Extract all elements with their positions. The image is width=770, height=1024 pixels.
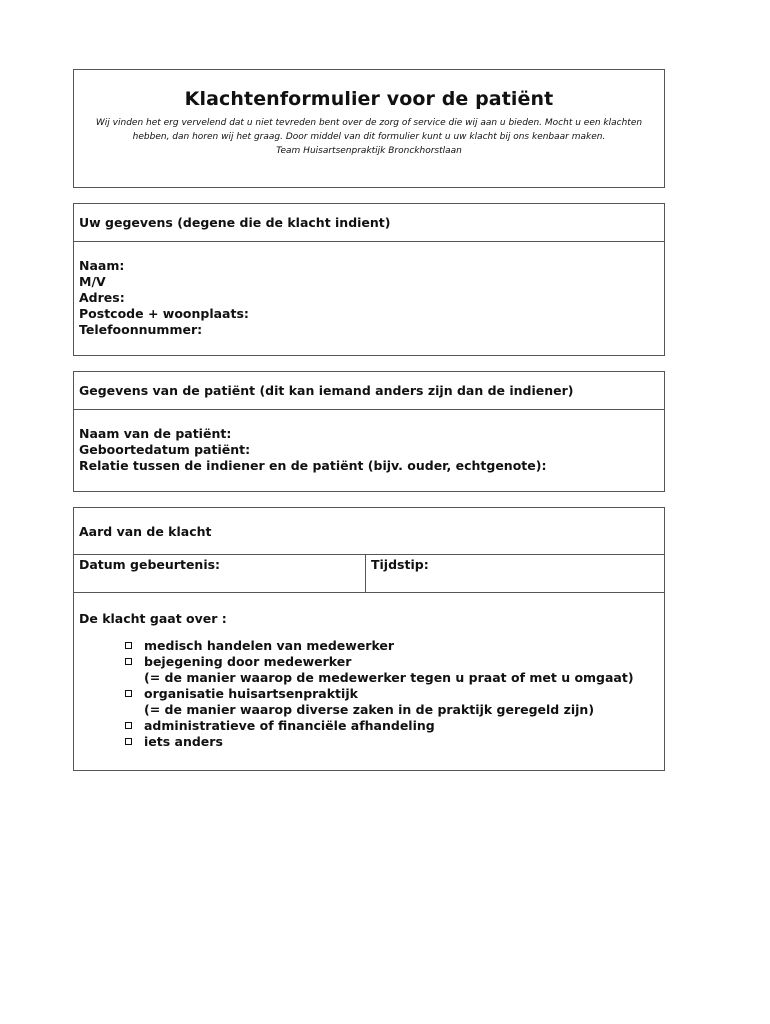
- checkbox-icon[interactable]: [125, 658, 132, 665]
- option-label: bejegening door medewerker: [144, 654, 352, 669]
- option-label: iets anders: [144, 734, 223, 749]
- complaint-section: [73, 507, 665, 771]
- checkbox-icon[interactable]: [125, 722, 132, 729]
- field-postcode-city[interactable]: Postcode + woonplaats:: [79, 306, 249, 321]
- field-phone[interactable]: Telefoonnummer:: [79, 322, 203, 337]
- intro-box: [73, 69, 665, 188]
- field-address[interactable]: Adres:: [79, 290, 125, 305]
- complaint-about-label: De klacht gaat over :: [79, 611, 227, 626]
- patient-fields: [74, 410, 664, 474]
- form-title: Klachtenformulier voor de patiënt: [184, 88, 554, 110]
- field-gender[interactable]: M/V: [79, 274, 106, 289]
- submitter-heading: Uw gegevens (degene die de klacht indient): [74, 204, 664, 242]
- field-patient-name[interactable]: Naam van de patiënt:: [79, 426, 232, 441]
- checkbox-icon[interactable]: [125, 642, 132, 649]
- option-note: (= de manier waarop de medewerker tegen u praat of met u omgaat): [144, 670, 634, 685]
- checkbox-icon[interactable]: [125, 738, 132, 745]
- option-medical[interactable]: [121, 638, 664, 654]
- option-administrative[interactable]: [121, 718, 664, 734]
- field-relation[interactable]: Relatie tussen de indiener en de patiënt (bijv. ouder, echtgenote):: [79, 458, 547, 473]
- field-patient-birthdate[interactable]: Geboortedatum patiënt:: [79, 442, 251, 457]
- option-label: administratieve of financiële afhandeling: [144, 718, 435, 733]
- intro-signature: Team Huisartsenpraktijk Bronckhorstlaan: [276, 146, 462, 156]
- option-treatment[interactable]: [121, 654, 664, 686]
- date-time-row: [74, 555, 664, 593]
- checkbox-icon[interactable]: [125, 690, 132, 697]
- patient-section: [73, 371, 665, 492]
- field-event-time[interactable]: Tijdstip:: [371, 557, 429, 572]
- option-label: organisatie huisartsenpraktijk: [144, 686, 358, 701]
- intro-text: [74, 116, 664, 158]
- field-name[interactable]: Naam:: [79, 258, 125, 273]
- option-organisation[interactable]: [121, 686, 664, 718]
- complaint-options: [74, 638, 664, 750]
- intro-line-1: Wij vinden het erg vervelend dat u niet tevreden bent over de zorg of service die wij aan u bieden. Mocht u een klachten: [95, 118, 643, 128]
- option-note: (= de manier waarop diverse zaken in de praktijk geregeld zijn): [144, 702, 595, 717]
- intro-line-2: hebben, dan horen wij het graag. Door middel van dit formulier kunt u uw klacht bij ons kenbaar maken.: [132, 132, 606, 142]
- submitter-section: [73, 203, 665, 356]
- field-event-date[interactable]: Datum gebeurtenis:: [74, 555, 366, 592]
- option-other[interactable]: [121, 734, 664, 750]
- submitter-fields: [74, 242, 664, 338]
- patient-heading: Gegevens van de patiënt (dit kan iemand anders zijn dan de indiener): [74, 372, 664, 410]
- option-label: medisch handelen van medewerker: [144, 638, 395, 653]
- complaint-heading: Aard van de klacht: [74, 508, 664, 555]
